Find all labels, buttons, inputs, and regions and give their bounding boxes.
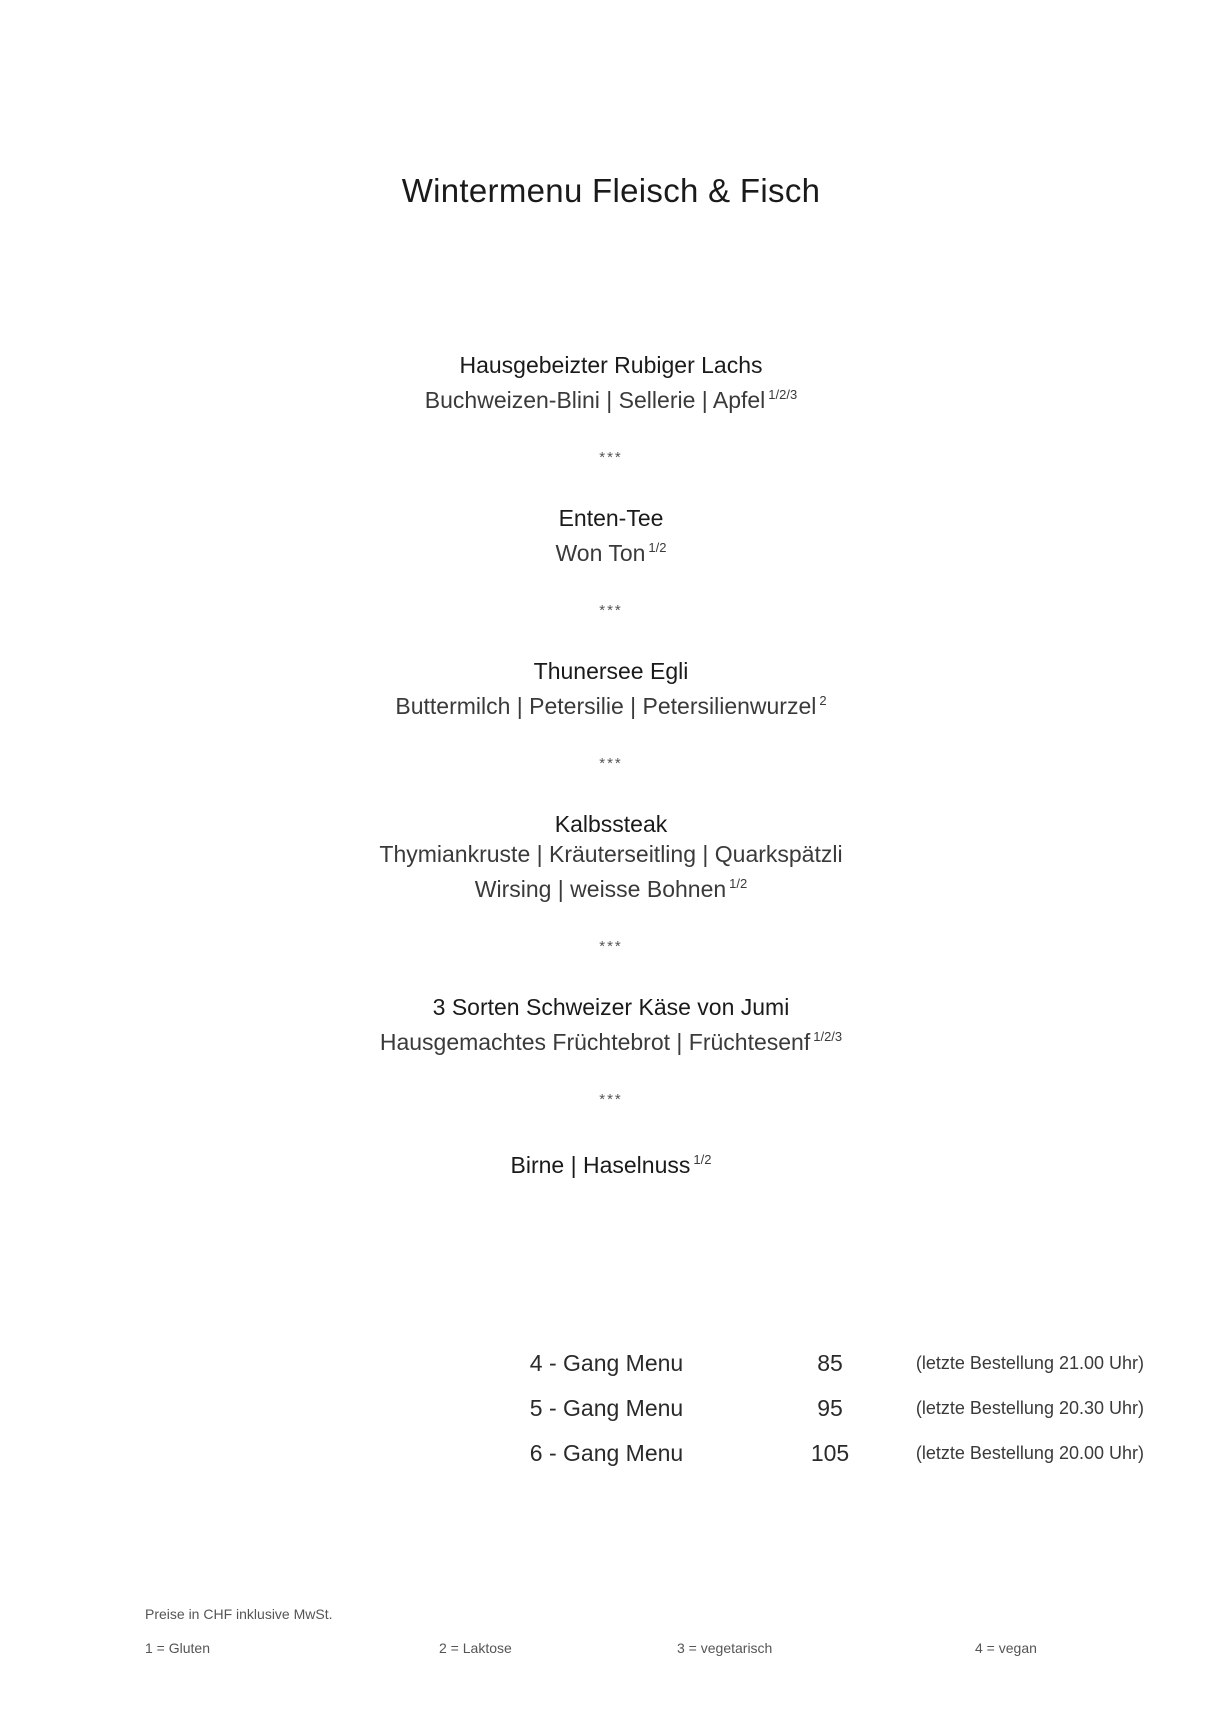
course-name-text: Birne | Haselnuss: [510, 1152, 691, 1178]
price-row: [0, 1350, 1222, 1395]
price-row: [0, 1395, 1222, 1440]
course-item: [0, 656, 1222, 721]
course-item: [0, 503, 1222, 568]
course-description: [0, 533, 1222, 568]
course-description: [0, 1022, 1222, 1057]
allergen-marker: 2: [819, 693, 827, 708]
legend-item-vegetarisch: 3 = vegetarisch: [677, 1640, 773, 1656]
last-order-note: (letzte Bestellung 20.30 Uhr): [915, 1398, 1144, 1418]
course-description-line: Thymiankruste | Kräuterseitling | Quarkspätzli: [379, 841, 843, 867]
course-name: Hausgebeizter Rubiger Lachs: [459, 352, 763, 378]
legend-item-gluten: 1 = Gluten: [145, 1640, 210, 1656]
course-description-line: Won Ton: [555, 540, 646, 566]
course-item: [0, 1145, 1222, 1180]
allergen-marker: 1/2: [648, 540, 667, 555]
course-name: Enten-Tee: [558, 505, 664, 531]
allergen-marker: 1/2/3: [768, 387, 798, 402]
allergen-marker: 1/2: [693, 1152, 712, 1167]
last-order-note: (letzte Bestellung 20.00 Uhr): [915, 1443, 1144, 1463]
allergen-legend: [145, 1640, 1105, 1660]
allergen-marker: 1/2: [729, 876, 748, 891]
last-order-note: (letzte Bestellung 21.00 Uhr): [915, 1353, 1144, 1373]
course-divider: ***: [599, 938, 623, 955]
menu-option-label: 6 - Gang Menu: [529, 1440, 684, 1466]
course-name: [0, 1145, 1222, 1180]
course-description: [0, 869, 1222, 904]
course-name: Thunersee Egli: [533, 658, 689, 684]
course-item: [0, 992, 1222, 1057]
price-row: [0, 1440, 1222, 1485]
course-description-line: Buchweizen-Blini | Sellerie | Apfel: [424, 387, 766, 413]
course-name: 3 Sorten Schweizer Käse von Jumi: [432, 994, 790, 1020]
course-name: Kalbssteak: [554, 811, 668, 837]
course-description-line: Buttermilch | Petersilie | Petersilienwurzel: [395, 693, 817, 719]
course-item: [0, 350, 1222, 415]
allergen-marker: 1/2/3: [813, 1029, 843, 1044]
course-divider: ***: [599, 1091, 623, 1108]
price-note: Preise in CHF inklusive MwSt.: [145, 1606, 333, 1622]
course-description-line: Hausgemachtes Früchtebrot | Früchtesenf: [379, 1029, 811, 1055]
menu-option-price: 105: [810, 1440, 850, 1466]
course-description: [0, 686, 1222, 721]
course-divider: ***: [599, 755, 623, 772]
menu-option-price: 85: [817, 1350, 843, 1376]
course-description: [0, 380, 1222, 415]
menu-option-label: 4 - Gang Menu: [529, 1350, 684, 1376]
menu-option-price: 95: [817, 1395, 843, 1421]
menu-option-label: 5 - Gang Menu: [529, 1395, 684, 1421]
course-divider: ***: [599, 449, 623, 466]
course-description: [0, 839, 1222, 869]
course-divider: ***: [599, 602, 623, 619]
course-list: [0, 350, 1222, 1180]
course-description-line: Wirsing | weisse Bohnen: [474, 876, 727, 902]
legend-item-laktose: 2 = Laktose: [439, 1640, 512, 1656]
legend-item-vegan: 4 = vegan: [975, 1640, 1037, 1656]
course-item: [0, 809, 1222, 904]
page-title: Wintermenu Fleisch & Fisch: [401, 172, 821, 209]
menu-pricing: [0, 1350, 1222, 1485]
footer: [145, 1606, 1105, 1660]
